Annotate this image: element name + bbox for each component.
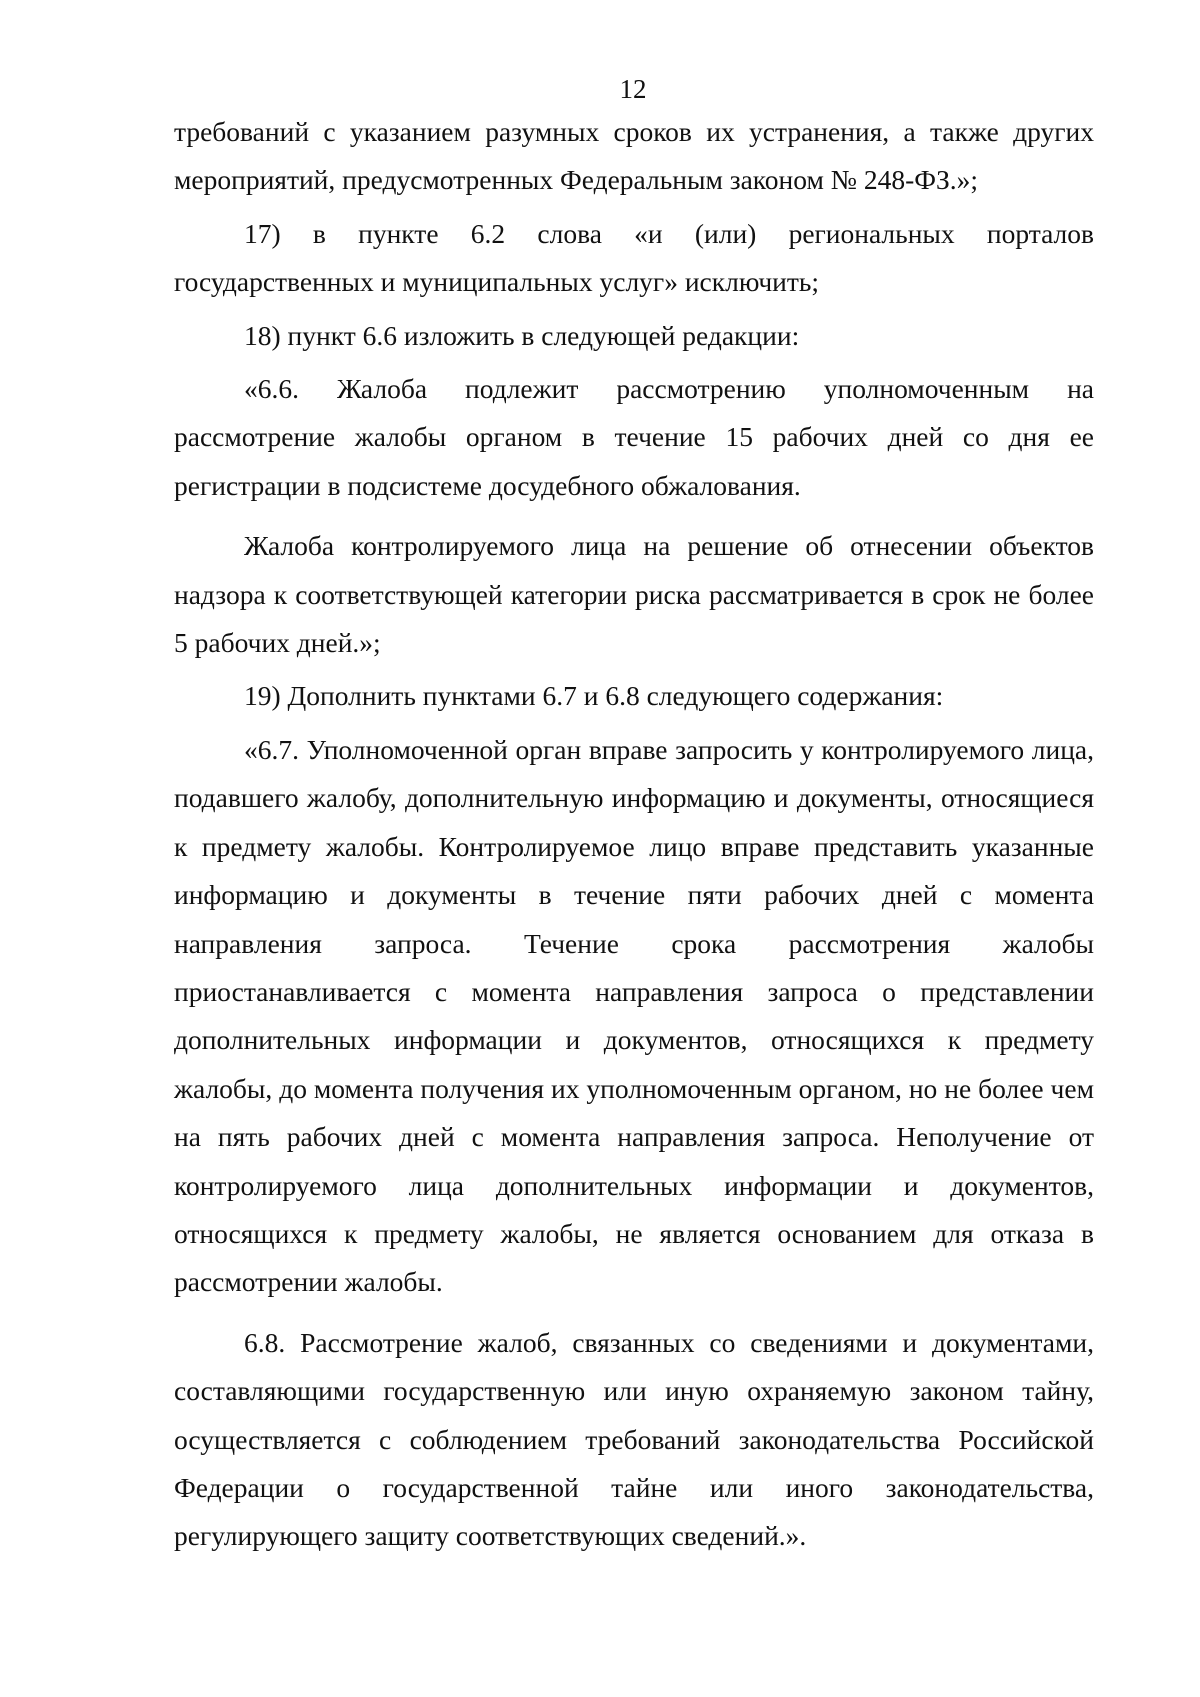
page-number: 12 (619, 74, 647, 104)
paragraph-clause-6-7: «6.7. Уполномоченной орган вправе запросить у контролируемого лица, подавшего жалобу, дополнительную информацию и документы, относящиеся к предмету жалобы. Контролируемое лицо вправе представить указанные информацию и документы в течение пяти рабочих дней с момента направления запроса. Течение срока рассмотрения жалобы приостанавливается с момента направления запроса о представлении дополнительных информации и документов, относящихся к предмету жалобы, до момента получения их уполномоченным органом, но не более чем на пять рабочих дней с момента направления запроса. Неполучение от контролируемого лица дополнительных информации и документов, относящихся к предмету жалобы, не является основанием для отказа в рассмотрении жалобы. (174, 733, 1094, 1298)
document-body (174, 108, 1094, 1561)
paragraph-item-19: 19) Дополнить пунктами 6.7 и 6.8 следующего содержания: (244, 680, 944, 712)
paragraph-clause-6-8: 6.8. Рассмотрение жалоб, связанных со сведениями и документами, составляющими государственную или иную охраняемую законом тайну, осуществляется с соблюдением требований законодательства Российской Федерации о государственной тайне или иного законодательства, регулирующего защиту соответствующих сведений.». (174, 1326, 1094, 1552)
paragraph-risk-category: Жалоба контролируемого лица на решение об отнесении объектов надзора к соответствующей категории риска рассматривается в срок не более 5 рабочих дней.»; (174, 530, 1094, 659)
paragraph-item-18: 18) пункт 6.6 изложить в следующей редакции: (244, 319, 800, 351)
paragraph-clause-6-6: «6.6. Жалоба подлежит рассмотрению уполномоченным на рассмотрение жалобы органом в течение 15 рабочих дней со дня ее регистрации в подсистеме досудебного обжалования. (174, 373, 1094, 501)
paragraph-item-17: 17) в пункте 6.2 слова «и (или) региональных порталов государственных и муниципальных услуг» исключить; (174, 217, 1094, 298)
paragraph-continuation: требований с указанием разумных сроков их устранения, а также других мероприятий, предусмотренных Федеральным законом № 248-ФЗ.»; (174, 116, 1094, 196)
